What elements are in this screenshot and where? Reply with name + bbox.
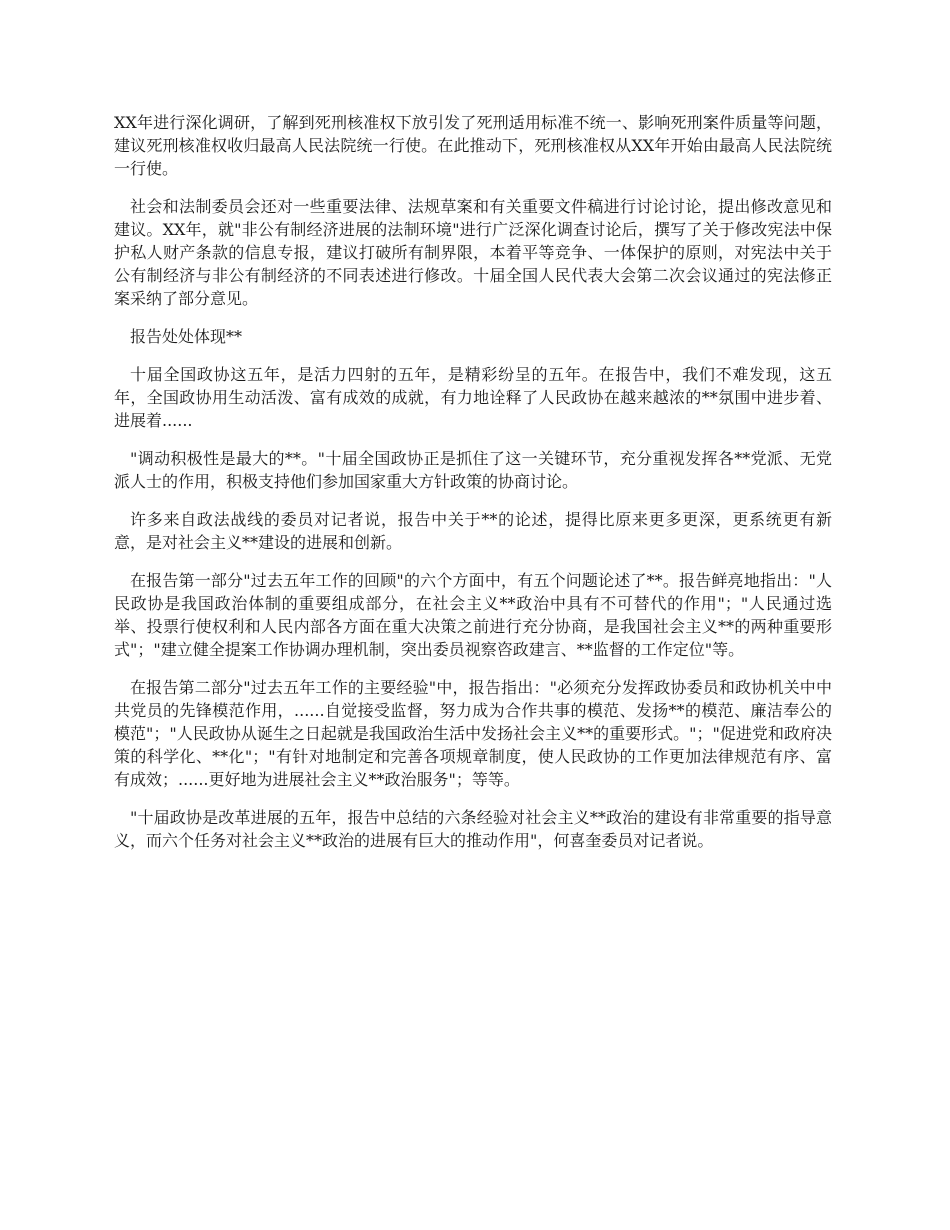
paragraph: XX年进行深化调研，了解到死刑核准权下放引发了死刑适用标准不统一、影响死刑案件质量等问题，建议死刑核准权收归最高人民法院统一行使。在此推动下，死刑核准权从XX年开始由最高人民法院统一行使。 bbox=[114, 113, 832, 178]
paragraph: 许多来自政法战线的委员对记者说，报告中关于**的论述，提得比原来更多更深，更系统更有新意，是对社会主义**建设的进展和创新。 bbox=[114, 510, 832, 552]
document-body bbox=[114, 111, 832, 852]
section-heading: 报告处处体现** bbox=[130, 327, 243, 346]
paragraph: 十届全国政协这五年，是活力四射的五年，是精彩纷呈的五年。在报告中，我们不难发现，这五年，全国政协用生动活泼、富有成效的成就，有力地诠释了人民政协在越来越浓的**氛围中进步着、进展着...... bbox=[114, 365, 832, 430]
paragraph: "调动积极性是最大的**。"十届全国政协正是抓住了这一关键环节，充分重视发挥各**党派、无党派人士的作用，积极支持他们参加国家重大方针政策的协商讨论。 bbox=[114, 449, 832, 491]
paragraph: 社会和法制委员会还对一些重要法律、法规草案和有关重要文件稿进行讨论讨论，提出修改意见和建议。XX年，就"非公有制经济进展的法制环境"进行广泛深化调查讨论后，撰写了关于修改宪法中保护私人财产条款的信息专报，建议打破所有制界限，本着平等竞争、一体保护的原则，对宪法中关于公有制经济与非公有制经济的不同表述进行修改。十届全国人民代表大会第二次会议通过的宪法修正案采纳了部分意见。 bbox=[114, 197, 832, 308]
paragraph: "十届政协是改革进展的五年，报告中总结的六条经验对社会主义**政治的建设有非常重要的指导意义，而六个任务对社会主义**政治的进展有巨大的推动作用"，何喜奎委员对记者说。 bbox=[114, 808, 832, 850]
paragraph: 在报告第一部分"过去五年工作的回顾"的六个方面中，有五个问题论述了**。报告鲜亮地指出："人民政协是我国政治体制的重要组成部分，在社会主义**政治中具有不可替代的作用"；"人民通过选举、投票行使权利和人民内部各方面在重大决策之前进行充分协商，是我国社会主义**的两种重要形式"；"建立健全提案工作协调办理机制，突出委员视察咨政建言、**监督的工作定位"等。 bbox=[114, 571, 832, 659]
paragraph: 在报告第二部分"过去五年工作的主要经验"中，报告指出："必须充分发挥政协委员和政协机关中中共党员的先锋模范作用，......自觉接受监督，努力成为合作共事的模范、发扬**的模范、廉洁奉公的模范"；"人民政协从诞生之日起就是我国政治生活中发扬社会主义**的重要形式。"；"促进党和政府决策的科学化、**化"；"有针对地制定和完善各项规章制度，使人民政协的工作更加法律规范有序、富有成效；......更好地为进展社会主义**政治服务"；等等。 bbox=[114, 678, 832, 789]
